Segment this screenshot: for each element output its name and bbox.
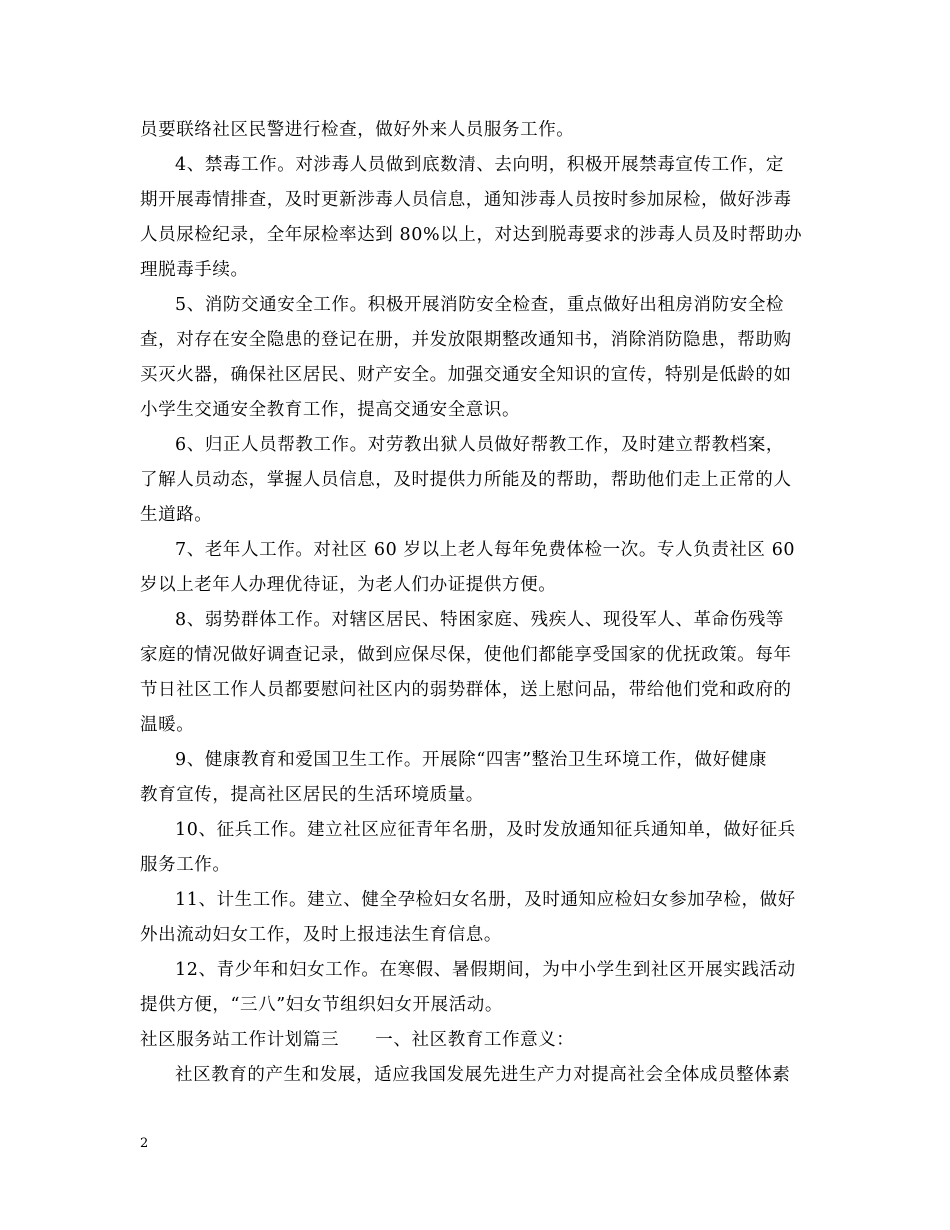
text-line: 理脱毒手续。 [140, 260, 249, 280]
text-line: 11、计生工作。建立、健全孕检妇女名册，及时通知应检妇女参加孕检，做好 [175, 890, 796, 910]
text-line: 12、青少年和妇女工作。在寒假、暑假期间，为中小学生到社区开展实践活动 [175, 960, 796, 980]
text-line: 家庭的情况做好调查记录，做到应保尽保，使他们都能享受国家的优抚政策。每年 [140, 645, 792, 665]
text-line: 8、弱势群体工作。对辖区居民、特困家庭、残疾人、现役军人、革命伤残等 [175, 610, 785, 630]
text-line: 员要联络社区民警进行检查，做好外来人员服务工作。 [140, 120, 575, 140]
text-line: 6、归正人员帮教工作。对劳教出狱人员做好帮教工作，及时建立帮教档案， [175, 435, 785, 455]
text-line: 人员尿检纪录，全年尿检率达到 80%以上，对达到脱毒要求的涉毒人员及时帮助办 [140, 225, 803, 245]
text-line: 7、老年人工作。对社区 60 岁以上老人每年免费体检一次。专人负责社区 60 [175, 540, 796, 560]
text-line: 温暖。 [140, 715, 195, 735]
text-line: 服务工作。 [140, 855, 231, 875]
text-line: 9、健康教育和爱国卫生工作。开展除“四害”整治卫生环境工作，做好健康 [175, 750, 767, 770]
text-line: 生道路。 [140, 505, 213, 525]
section-heading: 社区服务站工作计划篇三 一、社区教育工作意义： [140, 1030, 575, 1050]
text-line: 5、消防交通安全工作。积极开展消防安全检查，重点做好出租房消防安全检 [175, 295, 785, 315]
text-line: 教育宣传，提高社区居民的生活环境质量。 [140, 785, 484, 805]
text-line: 岁以上老年人办理优待证，为老人们办证提供方便。 [140, 575, 557, 595]
text-line: 了解人员动态，掌握人员信息，及时提供力所能及的帮助，帮助他们走上正常的人 [140, 470, 792, 490]
text-line: 小学生交通安全教育工作，提高交通安全意识。 [140, 400, 521, 420]
text-line: 期开展毒情排查，及时更新涉毒人员信息，通知涉毒人员按时参加尿检，做好涉毒 [140, 190, 792, 210]
page-number: 2 [140, 1136, 149, 1151]
text-line: 4、禁毒工作。对涉毒人员做到底数清、去向明，积极开展禁毒宣传工作，定 [175, 155, 785, 175]
text-line: 外出流动妇女工作，及时上报违法生育信息。 [140, 925, 502, 945]
text-line: 社区教育的产生和发展，适应我国发展先进生产力对提高社会全体成员整体素 [175, 1065, 791, 1085]
text-line: 买灭火器，确保社区居民、财产安全。加强交通安全知识的宣传，特别是低龄的如 [140, 365, 792, 385]
text-line: 提供方便，“三八”妇女节组织妇女开展活动。 [140, 995, 503, 1015]
text-line: 查，对存在安全隐患的登记在册，并发放限期整改通知书，消除消防隐患，帮助购 [140, 330, 792, 350]
text-line: 节日社区工作人员都要慰问社区内的弱势群体，送上慰问品，带给他们党和政府的 [140, 680, 792, 700]
text-line: 10、征兵工作。建立社区应征青年名册，及时发放通知征兵通知单，做好征兵 [175, 820, 796, 840]
